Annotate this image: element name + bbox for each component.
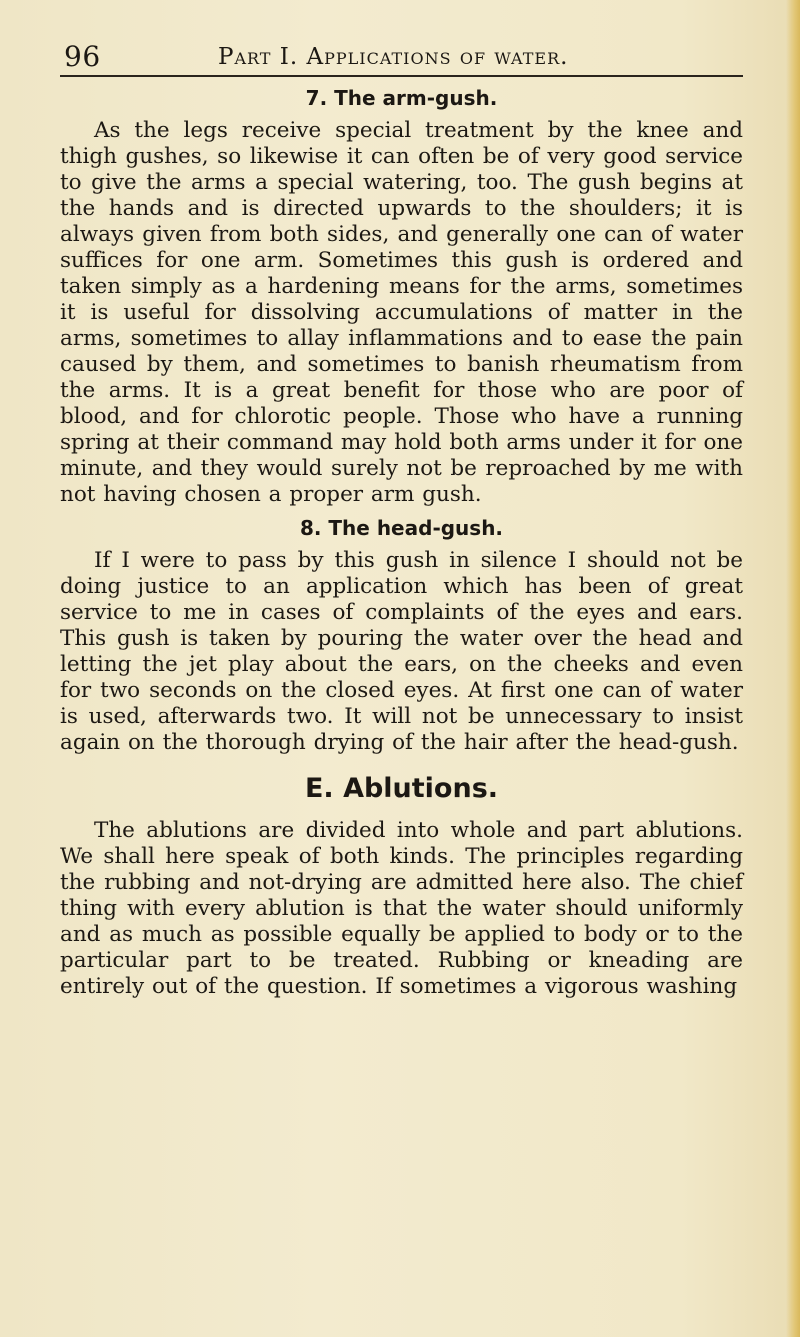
head-gush-heading: 8. The head-gush. [299, 516, 504, 540]
head-gush-paragraph: If I were to pass by this gush in silence I should not be doing justice to an application which has been of great service to me in cases of complaints of the eyes and ears. This gush is taken by pouring the water over the head and letting the jet play about the ears, on the cheeks and even for two seconds on the closed eyes. At first one can of water is used, afterwards two. It will not be unnecessary to insist again on the thorough drying of the hair after the head-gush. [60, 548, 743, 755]
page-header [60, 36, 743, 76]
ablutions-heading: E. Ablutions. [304, 773, 499, 804]
header-rule [60, 75, 743, 77]
arm-gush-paragraph: As the legs receive special treatment by the knee and thigh gushes, so likewise it can often be of very good service to give the arms a special watering, too. The gush begins at the hands and is directed upwards to the shoulders; it is always given from both sides, and generally one can of water suffices for one arm. Sometimes this gush is ordered and taken simply as a hardening means for the arms, sometimes it is useful for dissolving accumulations of matter in the arms, sometimes to allay inflammations and to ease the pain caused by them, and sometimes to banish rheumatism from the arms. It is a great benefit for those who are poor of blood, and for chlorotic people. Those who have a running spring at their command may hold both arms under it for one minute, and they would surely not be reproached by me with not having chosen a proper arm gush. [60, 118, 743, 507]
page-body [60, 78, 743, 1000]
page-edge [786, 0, 800, 1337]
arm-gush-heading: 7. The arm-gush. [305, 86, 498, 110]
page-number: 96 [64, 40, 101, 73]
running-head: Part I. Applications of water. [218, 44, 569, 70]
ablutions-paragraph: The ablutions are divided into whole and part ablutions. We shall here speak of both kinds. The principles regarding the rubbing and not-drying are admitted here also. The chief thing with every ablution is that the water should uniformly and as much as possible equally be applied to body or to the particular part to be treated. Rubbing or kneading are entirely out of the question. If sometimes a vigorous washing [60, 818, 743, 999]
